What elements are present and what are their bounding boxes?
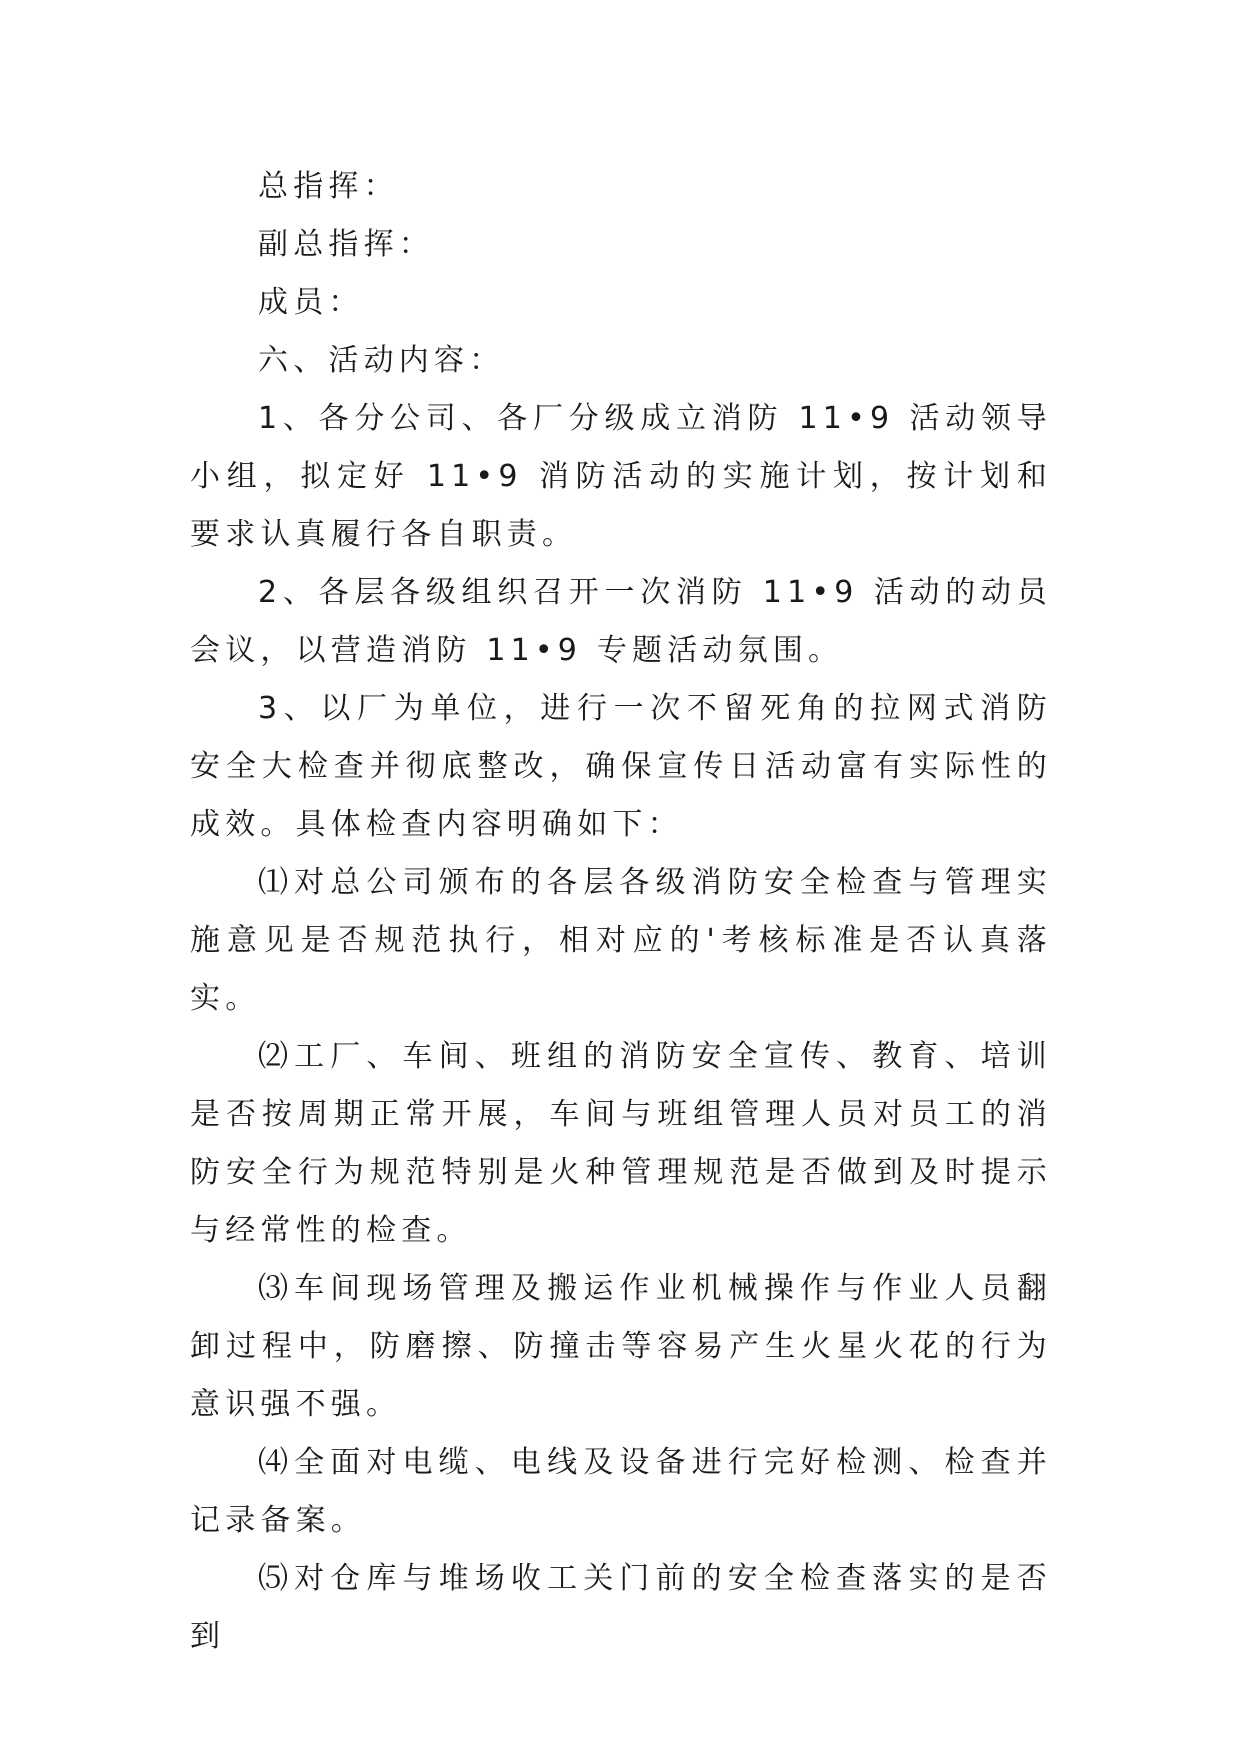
paragraph-subitem-4: ⑷全面对电缆、电线及设备进行完好检测、检查并记录备案。 <box>190 1445 1052 1538</box>
paragraph-subitem-2: ⑵工厂、车间、班组的消防安全宣传、教育、培训是否按周期正常开展，车间与班组管理人员对员工的消防安全行为规范特别是火种管理规范是否做到及时提示与经常性的检查。 <box>190 1039 1052 1248</box>
line-members: 成员： <box>258 285 364 320</box>
paragraph-subitem-1: ⑴对总公司颁布的各层各级消防安全检查与管理实施意见是否规范执行，相对应的'考核标准是否认真落实。 <box>190 865 1052 1016</box>
line-deputy-commander: 副总指挥： <box>258 227 434 262</box>
paragraph-subitem-5: ⑸对仓库与堆场收工关门前的安全检查落实的是否到 <box>190 1561 1052 1654</box>
paragraph-subitem-3: ⑶车间现场管理及搬运作业机械操作与作业人员翻卸过程中，防磨擦、防撞击等容易产生火星火花的行为意识强不强。 <box>190 1271 1052 1422</box>
document-body <box>190 158 1052 1666</box>
paragraph-item-1: 1、各分公司、各厂分级成立消防 11•9 活动领导小组，拟定好 11•9 消防活动的实施计划，按计划和要求认真履行各自职责。 <box>190 401 1052 552</box>
line-commander: 总指挥： <box>258 169 399 204</box>
paragraph-item-2: 2、各层各级组织召开一次消防 11•9 活动的动员会议，以营造消防 11•9 专题活动氛围。 <box>190 575 1052 668</box>
section-heading-activity-content: 六、活动内容： <box>258 343 505 378</box>
paragraph-item-3: 3、以厂为单位，进行一次不留死角的拉网式消防安全大检查并彻底整改，确保宣传日活动富有实际性的成效。具体检查内容明确如下： <box>190 691 1052 842</box>
